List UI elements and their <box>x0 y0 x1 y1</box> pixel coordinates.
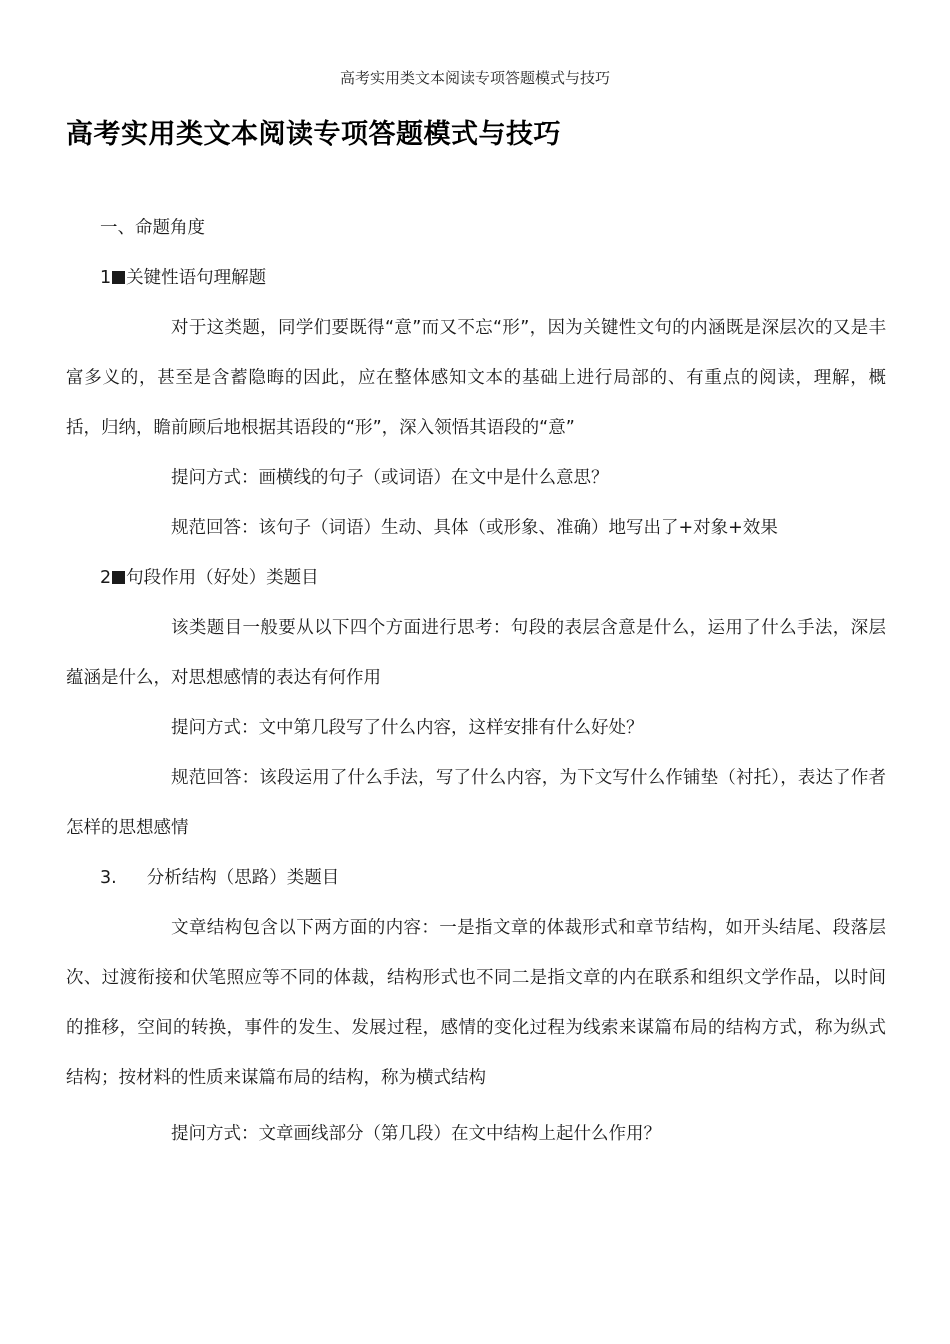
bullet-square-icon <box>112 271 125 284</box>
item-1-number: 1 <box>100 268 112 288</box>
item-3-heading <box>66 853 886 903</box>
item-2-number: 2 <box>100 568 112 588</box>
item-3-number: 3. <box>100 868 117 888</box>
item-3-question: 提问方式：文章画线部分（第几段）在文中结构上起什么作用？ <box>171 1124 661 1144</box>
item-1-question: 提问方式：画横线的句子（或词语）在文中是什么意思？ <box>171 468 609 488</box>
item-2-heading-text: 句段作用（好处）类题目 <box>126 568 319 588</box>
bullet-square-icon <box>112 571 125 584</box>
item-3-body: 文章结构包含以下两方面的内容：一是指文章的体裁形式和章节结构，如开头结尾、段落层次、过渡衔接和伏笔照应等不同的体裁，结构形式也不同二是指文章的内在联系和组织文学作品，以时间的推移，空间的转换，事件的发生、发展过程，感情的变化过程为线索来谋篇布局的结构方式，称为纵式结构；按材料的性质来谋篇布局的结构，称为横式结构 <box>66 918 886 1088</box>
running-header: 高考实用类文本阅读专项答题模式与技巧 <box>339 69 610 87</box>
item-2-answer: 规范回答：该段运用了什么手法，写了什么内容，为下文写什么作铺垫（衬托），表达了作者怎样的思想感情 <box>66 768 886 838</box>
item-1-answer: 规范回答：该句子（词语）生动、具体（或形象、准确）地写出了+对象+效果 <box>171 518 778 538</box>
document-body <box>66 203 886 1159</box>
item-1-body: 对于这类题，同学们要既得“意”而又不忘“形”，因为关键性文句的内涵既是深层次的又是丰富多义的，甚至是含蓄隐晦的因此，应在整体感知文本的基础上进行局部的、有重点的阅读，理解，概括，归纳，瞻前顾后地根据其语段的“形”，深入领悟其语段的“意” <box>66 318 886 438</box>
item-1-heading <box>66 253 886 303</box>
item-2-question: 提问方式：文中第几段写了什么内容，这样安排有什么好处？ <box>171 718 644 738</box>
item-2-heading <box>66 553 886 603</box>
document-title: 高考实用类文本阅读专项答题模式与技巧 <box>66 119 561 150</box>
item-1-heading-text: 关键性语句理解题 <box>126 268 267 288</box>
item-2-body: 该类题目一般要从以下四个方面进行思考：句段的表层含意是什么，运用了什么手法，深层蕴涵是什么，对思想感情的表达有何作用 <box>66 618 886 688</box>
item-3-heading-text: 分析结构（思路）类题目 <box>146 868 340 888</box>
section-heading: 一、命题角度 <box>100 218 205 238</box>
